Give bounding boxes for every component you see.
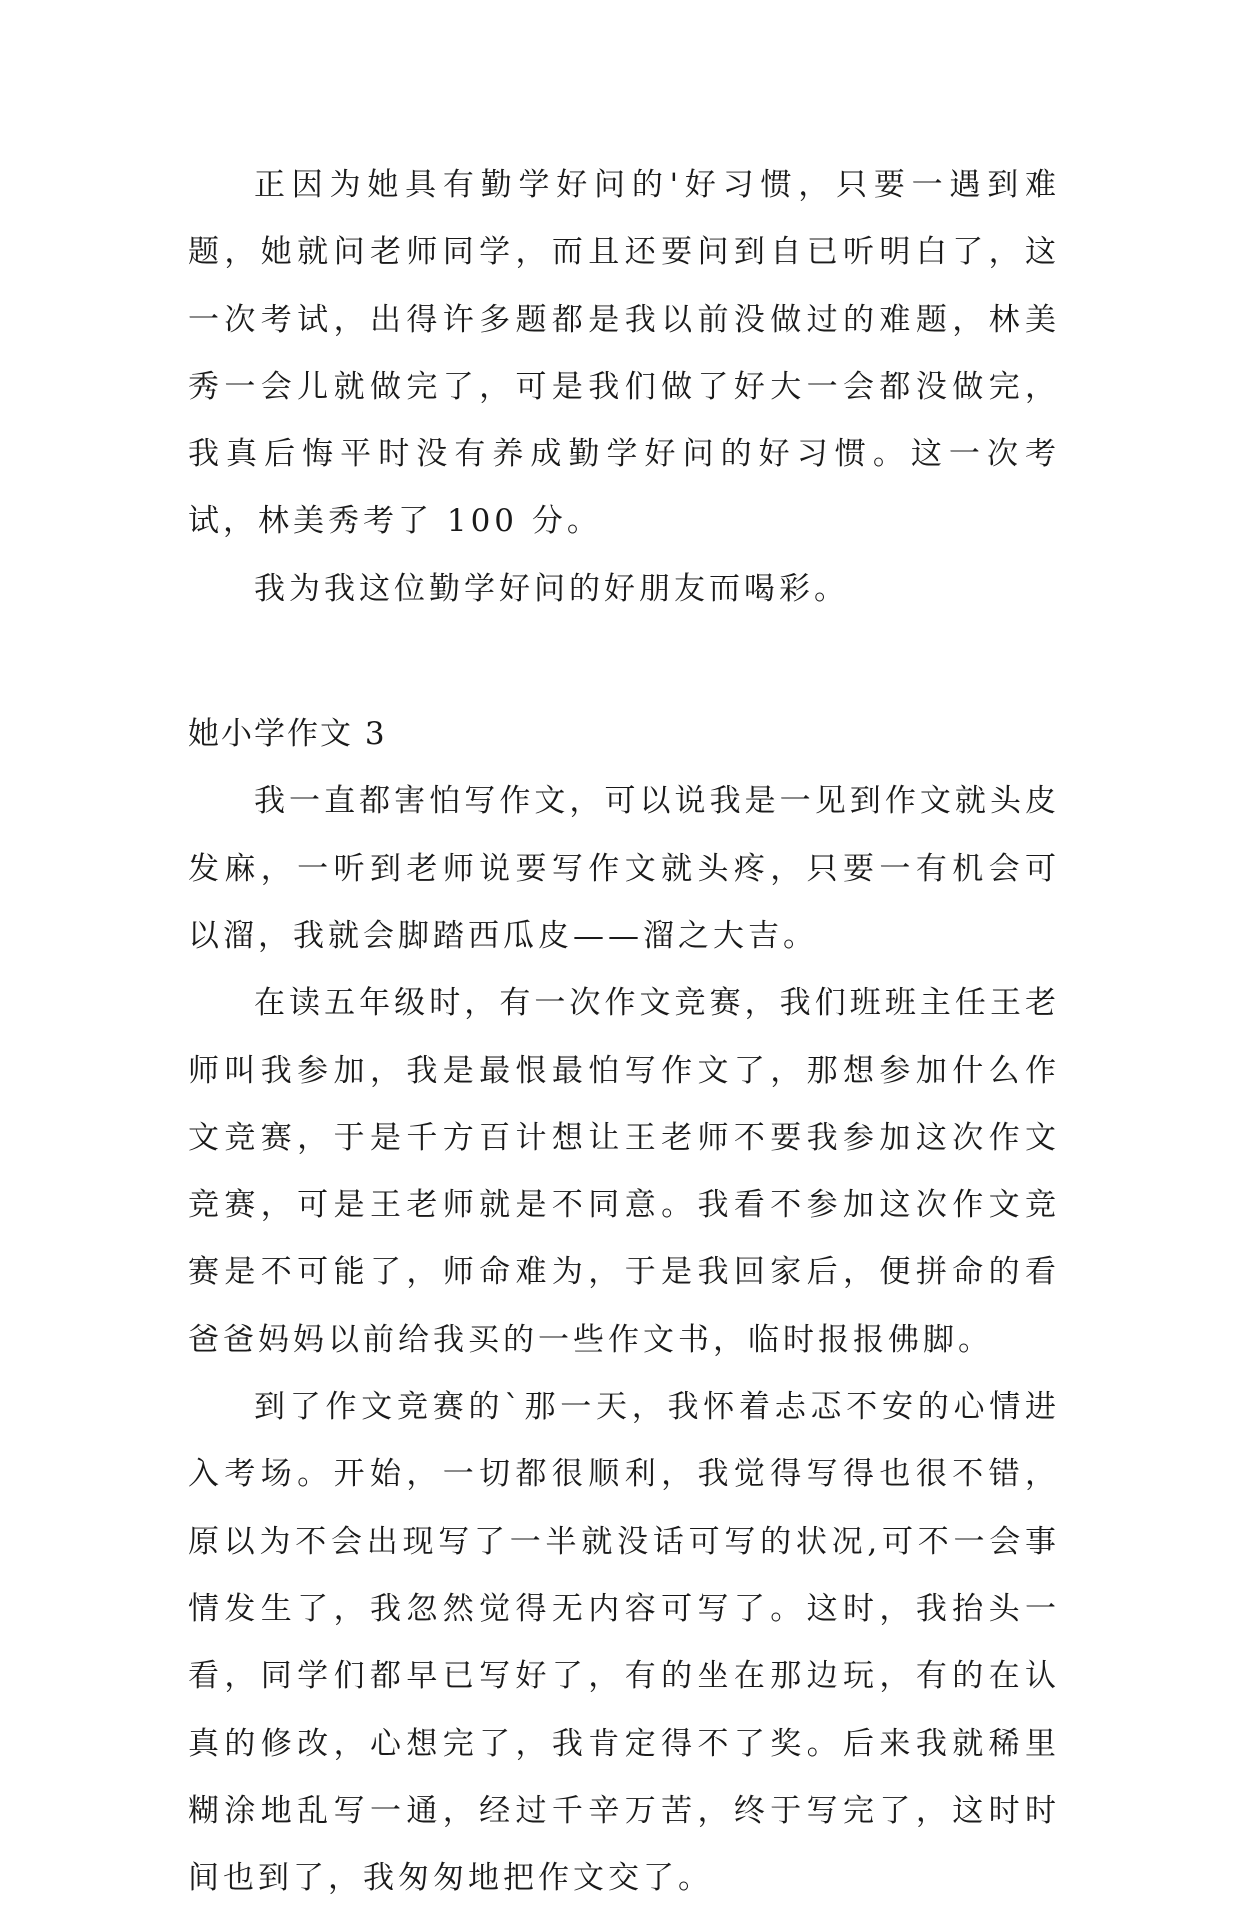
section-title: 她小学作文 3 bbox=[188, 716, 387, 753]
paragraph-study-habit: 正因为她具有勤学好问的'好习惯，只要一遇到难题，她就问老师同学，而且还要问到自已听明白了，这一次考试，出得许多题都是我以前没做过的难题，林美秀一会儿就做完了，可是我们做了好大一会都没做完，我真后悔平时没有养成勤学好问的好习惯。这一次考试，林美秀考了 100 分。 bbox=[188, 167, 1060, 540]
paragraph-competition: 在读五年级时，有一次作文竞赛，我们班班主任王老师叫我参加，我是最恨最怕写作文了，那想参加什么作文竞赛，于是千方百计想让王老师不要我参加这次作文竞赛，可是王老师就是不同意。我看不参加这次作文竞赛是不可能了，师命难为，于是我回家后，便拼命的看爸爸妈妈以前给我买的一些作文书，临时报报佛脚。 bbox=[188, 985, 1060, 1358]
paragraph-fear-writing: 我一直都害怕写作文，可以说我是一见到作文就头皮发麻，一听到老师说要写作文就头疼，只要一有机会可以溜，我就会脚踏西瓜皮——溜之大吉。 bbox=[188, 783, 1060, 954]
paragraph-cheer: 我为我这位勤学好问的好朋友而喝彩。 bbox=[254, 570, 849, 607]
document-page bbox=[188, 152, 1060, 1912]
paragraph-exam-day: 到了作文竞赛的`那一天，我怀着忐忑不安的心情进入考场。开始，一切都很顺利，我觉得写得也很不错，原以为不会出现写了一半就没话可写的状况,可不一会事情发生了，我忽然觉得无内容可写了。这时，我抬头一看，同学们都早已写好了，有的坐在那边玩，有的在认真的修改，心想完了，我肯定得不了奖。后来我就稀里糊涂地乱写一通，经过千辛万苦，终于写完了，这时时间也到了，我匆匆地把作文交了。 bbox=[188, 1389, 1060, 1897]
